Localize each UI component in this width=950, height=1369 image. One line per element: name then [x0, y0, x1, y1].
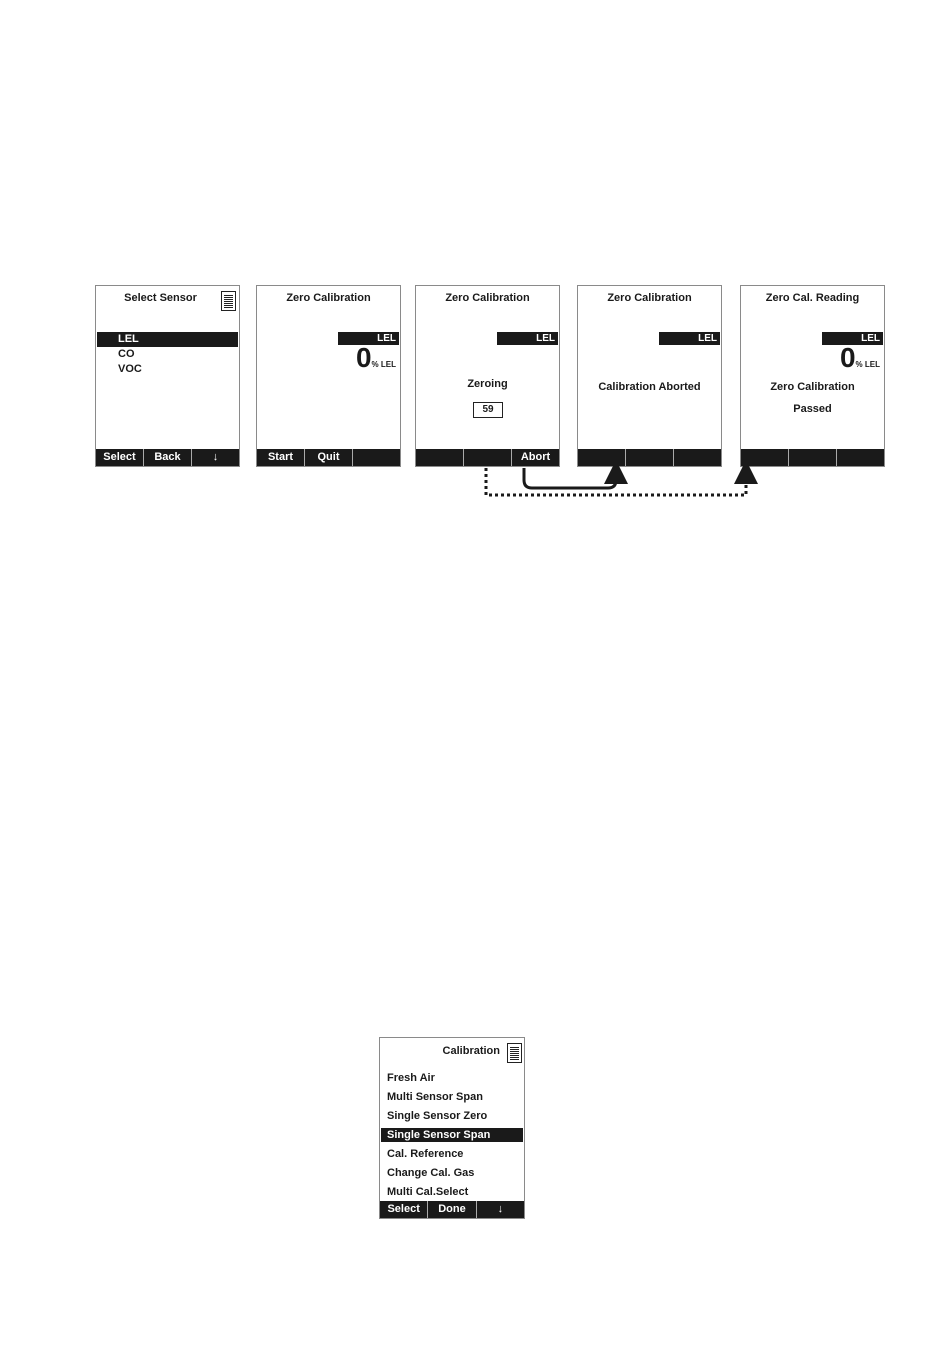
- reading-unit: % LEL: [371, 360, 396, 369]
- list-item-single-sensor-span[interactable]: Single Sensor Span: [381, 1128, 523, 1142]
- softkey-select[interactable]: Select: [96, 449, 144, 466]
- sensor-tag: LEL: [338, 332, 399, 345]
- screen-title: Zero Calibration: [607, 292, 692, 304]
- result-text: Passed: [793, 403, 832, 415]
- reading-unit: % LEL: [855, 360, 880, 369]
- softkey-bar: [380, 1201, 524, 1218]
- status-text: Zeroing: [467, 378, 508, 390]
- screen-title: Zero Cal. Reading: [765, 292, 860, 304]
- softkey-abort[interactable]: Abort: [520, 451, 551, 463]
- reading-value: 0: [839, 342, 856, 373]
- softkey-quit[interactable]: Quit: [305, 449, 353, 466]
- list-item-lel[interactable]: LEL: [97, 332, 238, 347]
- status-text: Calibration Aborted: [598, 381, 701, 393]
- softkey-done[interactable]: Done: [428, 1201, 476, 1218]
- sensor-tag: LEL: [497, 332, 558, 345]
- status-text: Zero Calibration: [770, 381, 855, 393]
- list-item-multi-sensor-span[interactable]: Multi Sensor Span: [387, 1091, 483, 1103]
- sensor-tag: LEL: [822, 332, 883, 345]
- softkey-down-arrow-icon[interactable]: ↓: [212, 451, 219, 463]
- countdown-box: 59: [473, 402, 503, 418]
- list-item-co[interactable]: CO: [118, 348, 135, 360]
- list-item-change-cal-gas[interactable]: Change Cal. Gas: [387, 1167, 475, 1179]
- list-item-single-sensor-zero[interactable]: Single Sensor Zero: [387, 1110, 488, 1122]
- screen-title: Select Sensor: [124, 292, 197, 304]
- screen-title: Zero Calibration: [445, 292, 530, 304]
- softkey-select[interactable]: Select: [380, 1201, 428, 1218]
- list-item-cal-reference[interactable]: Cal. Reference: [387, 1148, 464, 1160]
- softkey-start[interactable]: Start: [257, 449, 305, 466]
- reading-value: 0: [355, 342, 372, 373]
- softkey-down-arrow-icon[interactable]: ↓: [497, 1203, 504, 1215]
- screen-title: Zero Calibration: [286, 292, 371, 304]
- calibration-list: [381, 1069, 523, 1202]
- abort-arrow: [524, 468, 616, 488]
- screen-calibration-menu: [379, 1037, 525, 1219]
- list-item-multi-cal-select[interactable]: Multi Cal.Select: [387, 1186, 469, 1198]
- list-item-fresh-air[interactable]: Fresh Air: [387, 1072, 435, 1084]
- screen-title: Calibration: [442, 1045, 500, 1057]
- sensor-tag: LEL: [659, 332, 720, 345]
- softkey-back[interactable]: Back: [144, 449, 192, 466]
- menu-list-icon: [507, 1043, 522, 1063]
- list-item-voc[interactable]: VOC: [118, 363, 142, 375]
